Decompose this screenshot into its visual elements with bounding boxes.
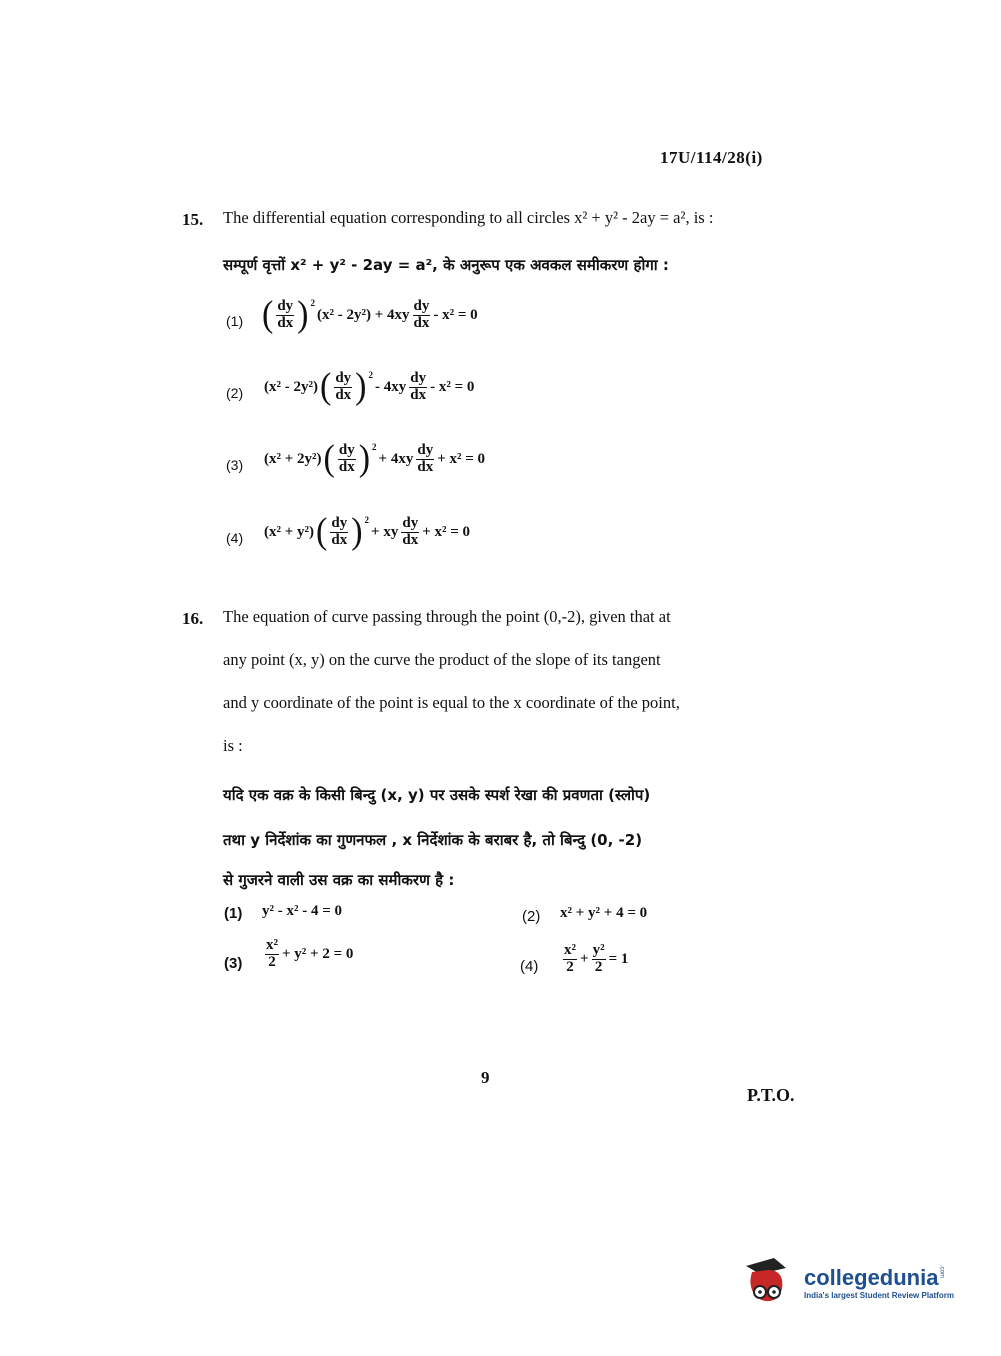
question-15-english: The differential equation corresponding to all circles x² + y² - 2ay = a², is : — [223, 208, 714, 227]
dy-dx-fraction: $\frac{dy}{dx}$ — [338, 441, 355, 475]
q16-option-1-number: (1) — [224, 905, 243, 922]
question-16-english-line-3: and y coordinate of the point is equal to the x coordinate of the point, — [223, 693, 680, 712]
paren-open: ( — [262, 294, 274, 335]
question-16-english-line-1: The equation of curve passing through the point (0,-2), given that at — [223, 607, 671, 626]
dy-dx-fraction: $\frac{dy}{dx}$ — [277, 297, 294, 331]
q15-option-2-number: (2) — [226, 385, 244, 401]
q16-option-3-number: (3) — [224, 955, 243, 972]
question-16-number: 16. — [182, 609, 204, 628]
dy-dx-fraction: $\frac{dy}{dx}$ — [413, 297, 430, 331]
term: (x² - 2y²) + 4xy — [317, 306, 410, 323]
q15-option-1-equation: ( $\frac{dy}{dx}$ ) $^2$ (x² - 2y²) + 4xy $\frac{dy}{dx}$ - x² = 0 — [262, 294, 478, 335]
page-number: 9 — [481, 1068, 490, 1087]
x2-over-2-fraction: $\frac{\text{x²}}{2}$ — [564, 942, 576, 975]
paren-close: ) — [297, 294, 309, 335]
q16-option-4-equation: $\frac{\text{x²}}{2}$ + $\frac{\text{y²}}{2}$ = 1 — [564, 942, 629, 975]
q15-option-3-number: (3) — [226, 457, 244, 473]
term: + y² + 2 = 0 — [282, 945, 354, 962]
term: = 1 — [608, 950, 629, 967]
dy-dx-fraction: $\frac{dy}{dx}$ — [417, 441, 434, 475]
term: + x² = 0 — [422, 523, 471, 540]
question-16-hindi-line-3: से गुजरने वाली उस वक्र का समीकरण है : — [223, 871, 455, 889]
y2-over-2-fraction: $\frac{\text{y²}}{2}$ — [592, 942, 605, 975]
question-16-english-line-2: any point (x, y) on the curve the product of the slope of its tangent — [223, 650, 661, 669]
term: - x² = 0 — [430, 378, 475, 395]
term: (x² + 2y²) — [264, 450, 322, 467]
dy-dx-fraction: $\frac{dy}{dx}$ — [335, 369, 352, 403]
q15-option-3-equation: (x² + 2y²) ( $\frac{dy}{dx}$ ) $^2$ + 4xy $\frac{dy}{dx}$ + x² = 0 — [264, 438, 486, 479]
term: - x² = 0 — [433, 306, 478, 323]
q15-option-4-equation: (x² + y²) ( $\frac{dy}{dx}$ ) $^2$ + xy $\frac{dy}{dx}$ + x² = 0 — [264, 511, 471, 552]
q16-option-3-equation — [264, 938, 353, 971]
x2-over-2-fraction: $\frac{\text{x²}}{2}$ — [266, 937, 278, 970]
q16-option-1-equation: y² - x² - 4 = 0 — [262, 903, 343, 919]
q15-option-4-number: (4) — [226, 530, 244, 546]
logo-suffix: .com — [938, 1265, 945, 1279]
logo-tagline: India's largest Student Review Platform — [804, 1291, 954, 1300]
pto-label: P.T.O. — [747, 1085, 795, 1105]
dy-dx-fraction: $\frac{dy}{dx}$ — [402, 514, 419, 548]
q16-option-2-equation: x² + y² + 4 = 0 — [560, 905, 648, 921]
mascot-icon — [740, 1254, 798, 1312]
collegedunia-logo — [740, 1250, 970, 1315]
q16-option-2-number: (2) — [522, 908, 541, 925]
term: (x² - 2y²) — [264, 378, 318, 395]
question-15-number: 15. — [182, 210, 204, 229]
term: + x² = 0 — [437, 450, 486, 467]
dy-dx-fraction: $\frac{dy}{dx}$ — [410, 369, 427, 403]
paper-code: 17U/114/28(i) — [660, 148, 763, 167]
term: + 4xy — [378, 450, 414, 467]
dy-dx-fraction: $\frac{dy}{dx}$ — [331, 514, 348, 548]
q15-option-2-equation: (x² - 2y²) ( $\frac{dy}{dx}$ ) $^2$ - 4xy $\frac{dy}{dx}$ - x² = 0 — [264, 366, 475, 407]
question-16-english-line-4: is : — [223, 736, 243, 755]
logo-name: collegedunia — [804, 1265, 939, 1290]
question-15-hindi: सम्पूर्ण वृत्तों x² + y² - 2ay = a², के अनुरूप एक अवकल समीकरण होगा : — [223, 256, 669, 274]
question-16-hindi-line-1: यदि एक वक्र के किसी बिन्दु (x, y) पर उसके स्पर्श रेखा की प्रवणता (स्लोप) — [223, 786, 651, 804]
q16-option-4-number: (4) — [520, 958, 539, 975]
q15-option-1-number: (1) — [226, 313, 244, 329]
term: (x² + y²) — [264, 523, 315, 540]
question-16-hindi-line-2: तथा y निर्देशांक का गुणनफल , x निर्देशांक के बराबर है, तो बिन्दु (0, -2) — [223, 831, 643, 849]
term: + xy — [371, 523, 399, 540]
term: - 4xy — [374, 378, 407, 395]
